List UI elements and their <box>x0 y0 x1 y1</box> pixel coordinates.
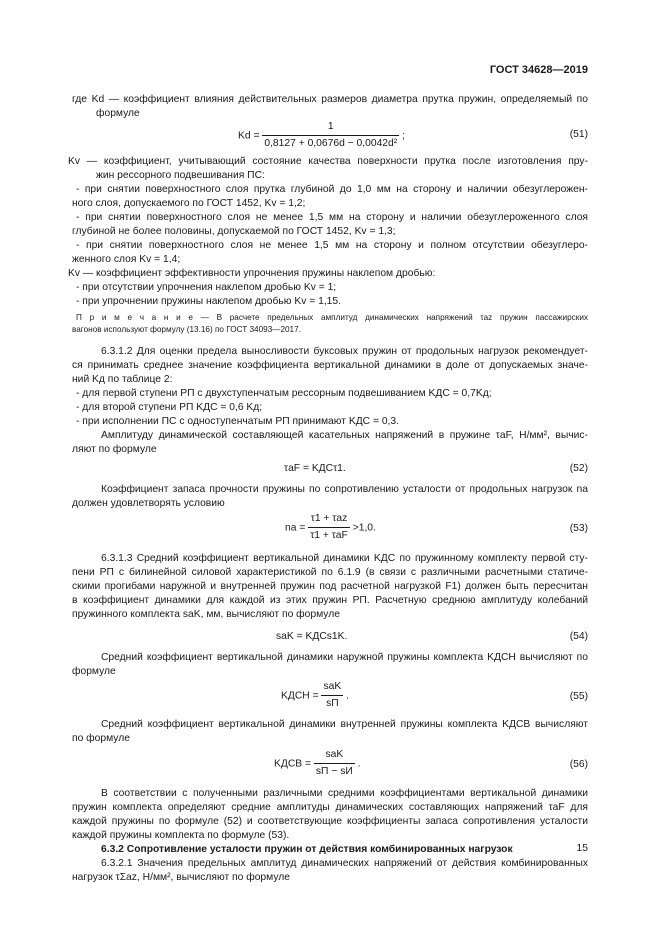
note-line: П р и м е ч а н и е — В расчете предельных амплитуд динамических напряжений τaz пружин пассажирских <box>76 313 588 322</box>
equation-53 <box>285 512 376 543</box>
text-line: каждой пружины по формуле (52) и соответствующие коэффициенты запаса сопротивления усталости <box>72 816 588 827</box>
eq-lhs: KДСВ = <box>274 758 312 770</box>
eq-denominator: 0,8127 + 0,0676d − 0,0042d² <box>264 138 398 150</box>
eq-fraction <box>308 512 350 543</box>
eq-denominator: τ1 + τaF <box>310 530 348 542</box>
text-line: по формуле <box>72 733 130 744</box>
text-line: формуле <box>96 108 140 119</box>
text-line: Kv — коэффициент эффективности упрочнения пружины наклепом дробью: <box>68 268 436 279</box>
eq-denominator: sП <box>326 698 339 710</box>
eq-numerator: saK <box>321 680 343 696</box>
eq-lhs: KДСН = <box>281 690 319 702</box>
standard-number: ГОСТ 34628—2019 <box>489 64 588 76</box>
section-heading: 6.3.2 Сопротивление усталости пружин от действия комбинированных нагрузок <box>101 844 513 855</box>
text-line: - при снятии поверхностного слоя не менее 1,5 мм на сторону и наличии обезуглероженного слоя <box>76 212 588 223</box>
equation-54: saK = KДСs1K. <box>276 631 348 642</box>
text-line: ний Kд по таблице 2: <box>72 374 173 385</box>
text-line: пружин комплекта определяют средние амплитуды динамических составляющих напряжений τaF для <box>72 802 588 813</box>
text-line: Kv — коэффициент, учитывающий состояние качества поверхности прутка после изготовления пру- <box>68 156 588 167</box>
text-line: 6.3.1.2 Для оценки предела выносливости буксовых пружин от продольных нагрузок рекомендует- <box>101 346 588 357</box>
text-line: - при упрочнении пружины наклепом дробью Kv = 1,15. <box>76 296 341 307</box>
eq-tail: >1,0. <box>352 522 376 534</box>
text-line: - при снятии поверхностного слоя не менее 1,5 мм на сторону и полном отсутствии обезуглеро- <box>76 240 588 251</box>
equation-56 <box>274 748 361 779</box>
text-line: 6.3.1.3 Средний коэффициент вертикальной динамики KДС по пружинному комплекту первой сту- <box>101 553 588 564</box>
eq-numerator: τ1 + τaz <box>308 512 350 528</box>
eq-lhs: Kd = <box>238 130 260 142</box>
text-line: глубиной не более половины, допускаемой по ГОСТ 1452, Kv = 1,3; <box>72 226 396 237</box>
equation-number: (51) <box>569 129 588 140</box>
text-line: Средний коэффициент вертикальной динамики внутренней пружины комплекта KДСВ вычисляют <box>101 719 588 730</box>
equation-55 <box>281 680 349 711</box>
eq-fraction <box>321 680 343 711</box>
equation-number: (54) <box>569 631 588 642</box>
text-line: каждой пружины комплекта по формуле (53). <box>72 830 290 841</box>
page-number: 15 <box>576 843 588 854</box>
equation-number: (56) <box>569 759 588 770</box>
text-line: Средний коэффициент вертикальной динамики наружной пружины комплекта KДСН вычисляют по <box>101 652 588 663</box>
text-line: пружинного комплекта saK, мм, вычисляют по формуле <box>72 609 340 620</box>
note-line: вагонов используют формулу (13.16) по ГОСТ 34093—2017. <box>72 325 301 334</box>
text-line: 6.3.2.1 Значения предельных амплитуд динамических напряжений от действия комбинированных <box>101 858 588 869</box>
text-line: формуле <box>72 666 116 677</box>
eq-denominator: sП − sИ <box>315 766 353 778</box>
text-line: ляют по формуле <box>72 444 157 455</box>
eq-numerator: saK <box>314 748 355 764</box>
eq-tail: . <box>346 690 349 702</box>
text-line: жин рессорного подвешивания ПС: <box>96 170 265 181</box>
text-line: - при исполнении ПС с одноступенчатым РП принимают KДС = 0,3. <box>76 416 400 427</box>
equation-52: τaF = KДСτ1. <box>284 463 346 474</box>
equation-number: (55) <box>569 691 588 702</box>
eq-fraction <box>314 748 355 779</box>
text-line: Амплитуду динамической составляющей касательных напряжений в пружине τaF, Н/мм², вычис- <box>101 430 588 441</box>
text-line: ся принимать среднее значение коэффициента вертикальной динамики в доле от допускаемых значе- <box>72 360 588 371</box>
equation-number: (53) <box>569 523 588 534</box>
text-line: Коэффициент запаса прочности пружины по сопротивлению усталости от продольных нагрузок na <box>101 484 588 495</box>
text-line: - при отсутствии упрочнения наклепом дробью Kv = 1; <box>76 282 337 293</box>
text-line: пени РП с билинейной силовой характеристикой по 6.1.9 (в связи с различными расчетными статиче- <box>72 567 588 578</box>
eq-tail: . <box>357 758 361 770</box>
text-line: женного слоя Kv = 1,4; <box>72 254 181 265</box>
equation-number: (52) <box>569 463 588 474</box>
eq-lhs: na = <box>285 522 306 534</box>
text-line: - при снятии поверхностного слоя прутка глубиной до 1,0 мм на сторону и наличии обезуглерожен- <box>76 184 588 195</box>
text-line: должен удовлетворять условию <box>72 498 225 509</box>
text-line: В соответствии с полученными различными средними коэффициентами вертикальной динамики <box>101 788 588 799</box>
text-line: ного слоя, допускаемого по ГОСТ 1452, Kv = 1,2; <box>72 198 306 209</box>
text-line: нагрузок τΣaz, Н/мм², вычисляют по формуле <box>72 872 290 883</box>
equation-51 <box>238 120 405 151</box>
text-line: в коэффициент динамики для каждой из этих пружин РП. Расчетную среднюю амплитуду колебаний <box>72 595 588 606</box>
text-line: скими прогибами наружной и внутренней пружин под расчетной нагрузкой F1) должен быть пересчитан <box>72 581 588 592</box>
text-line: - для первой ступени РП с двухступенчатым рессорным подвешиванием KДС = 0,7Kд; <box>76 388 492 399</box>
eq-fraction <box>262 120 399 151</box>
eq-numerator: 1 <box>262 120 399 136</box>
eq-tail: ; <box>402 130 405 142</box>
text-line: где Kd — коэффициент влияния действительных размеров диаметра прутка пружин, определяемый по <box>72 94 588 105</box>
text-line: - для второй ступени РП KДС = 0,6 Kд; <box>76 402 263 413</box>
